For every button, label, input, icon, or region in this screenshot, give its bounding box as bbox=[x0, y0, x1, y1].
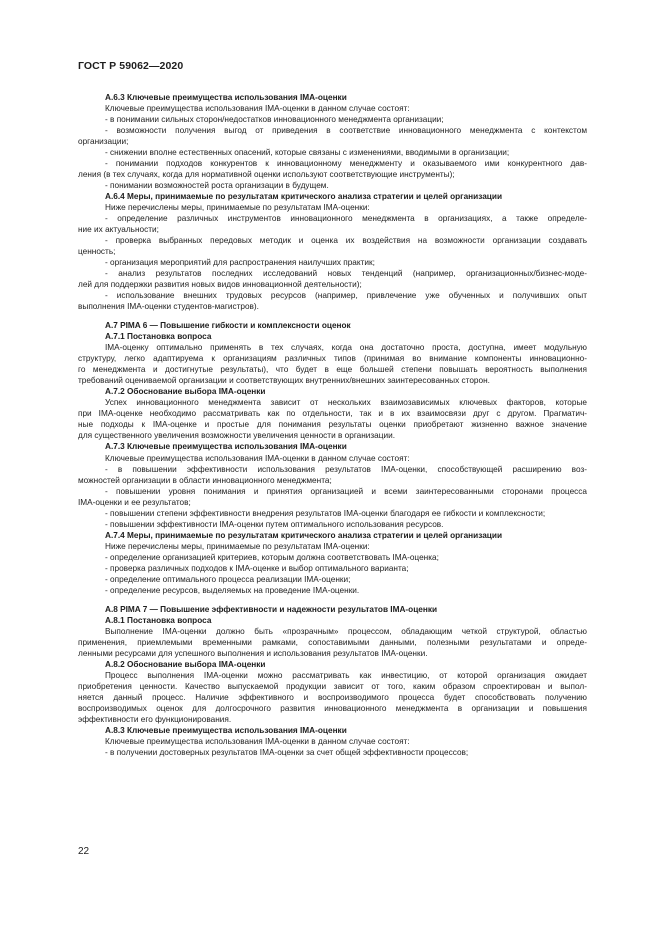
paragraph-line: Ниже перечислены меры, принимаемые по результатам IMA-оценки: bbox=[105, 541, 370, 551]
subsection-heading: A.8.2 Обоснование выбора IMA-оценки bbox=[105, 659, 266, 669]
paragraph-line: Ключевые преимущества использования IMA-оценки в данном случае состоят: bbox=[105, 453, 410, 463]
document-body bbox=[78, 92, 587, 758]
list-item-continuation: организации; bbox=[78, 137, 129, 147]
paragraph-line: Ключевые преимущества использования IMA-оценки в данном случае состоят: bbox=[105, 104, 410, 114]
list-item: - снижении вполне естественных опасений, которые связаны с изменениями, вводимыми в организации; bbox=[105, 148, 510, 158]
paragraph-line: структуру, легко адаптируема к организациям различных типов (принимая во внимание компоненты инновационно- bbox=[78, 354, 587, 364]
section-heading: A.7 PIMA 6 — Повышение гибкости и комплексности оценок bbox=[105, 321, 351, 331]
list-item: - определение оптимального процесса реализации IMA-оценки; bbox=[105, 574, 351, 584]
list-item: - понимании подходов конкурентов к инновационному менеджменту и оказываемого ими конкурентного дав- bbox=[105, 159, 587, 169]
paragraph-line: эффективности его функционирования. bbox=[78, 714, 232, 724]
document-header: ГОСТ Р 59062—2020 bbox=[78, 60, 184, 72]
list-item: - определение организацией критериев, которым должна соответствовать IMA-оценка; bbox=[105, 552, 439, 562]
list-item-continuation: лей для поддержки развития новых видов инновационной деятельности); bbox=[78, 280, 362, 290]
list-item: - в повышении эффективности использования результатов IMA-оценки, способствующей расширению воз- bbox=[105, 464, 587, 474]
subsection-heading: A.8.1 Постановка вопроса bbox=[105, 615, 212, 625]
subsection-heading: A.7.4 Меры, принимаемые по результатам критического анализа стратегии и целей организации bbox=[105, 530, 503, 540]
list-item: - повышении уровня понимания и принятия организацией и всеми заинтересованными сторонами процесса bbox=[105, 486, 587, 496]
paragraph-line: Ключевые преимущества использования IMA-оценки в данном случае состоят: bbox=[105, 736, 410, 746]
list-item-continuation: IMA-оценки и ее результатов; bbox=[78, 497, 191, 507]
subsection-heading: A.7.2 Обоснование выбора IMA-оценки bbox=[105, 387, 266, 397]
section-heading: A.8 PIMA 7 — Повышение эффективности и надежности результатов IMA-оценки bbox=[105, 604, 438, 614]
list-item: - повышении эффективности IMA-оценки путем оптимального использования ресурсов. bbox=[105, 519, 444, 529]
subsection-heading: A.7.1 Постановка вопроса bbox=[105, 332, 212, 342]
subsection-heading: A.6.3 Ключевые преимущества использования IMA-оценки bbox=[105, 93, 347, 102]
paragraph-line: няется данный процесс. Наличие эффективного и воспроизводимого процесса будет способствовать получению bbox=[78, 692, 587, 702]
list-item: - в понимании сильных сторон/недостатков инновационного менеджмента организации; bbox=[105, 115, 444, 125]
list-item: - использование внешних трудовых ресурсов (например, привлечение уже обученных и получивших опыт bbox=[105, 291, 587, 301]
paragraph-line: при IMA-оценке необходимо рассматривать как по отдельности, так и в их взаимосвязи друг с другом. Прагматич- bbox=[78, 409, 587, 419]
list-item: - понимании возможностей роста организации в будущем. bbox=[105, 181, 329, 191]
list-item: - анализ результатов последних исследований новых тенденций (например, организационных/бизнес-моде- bbox=[105, 269, 587, 279]
list-item: - определение ресурсов, выделяемых на проведение IMA-оценки. bbox=[105, 585, 360, 595]
list-item: - возможности получения выгод от приведения в соответствие инновационного менеджмента с контекстом bbox=[105, 126, 587, 136]
paragraph-line: го менеджмента и достигнутые результаты), что будет в еще большей степени повышать вероятность выполнения bbox=[78, 365, 587, 375]
subsection-heading: A.8.3 Ключевые преимущества использования IMA-оценки bbox=[105, 725, 347, 735]
paragraph-line: IMA-оценку оптимально применять в тех случаях, когда она достаточно проста, доступна, имеет модульную bbox=[105, 343, 587, 353]
list-item-continuation: ние их актуальности; bbox=[78, 225, 159, 235]
paragraph-line: Успех инновационного менеджмента зависит от нескольких взаимозависимых ключевых факторов, которые bbox=[105, 398, 587, 408]
list-item-continuation: можностей организации в области инновационного менеджмента; bbox=[78, 475, 332, 485]
list-item-continuation: выполнения IMA-оценки студентов-магистров). bbox=[78, 302, 259, 312]
list-item-continuation: ценность; bbox=[78, 247, 116, 257]
paragraph-line: Ниже перечислены меры, принимаемые по результатам IMA-оценки: bbox=[105, 203, 370, 213]
paragraph-line: требований оцениваемой организации и соответствующих внутренних/внешних заинтересованных сторон. bbox=[78, 376, 490, 386]
subsection-heading: A.6.4 Меры, принимаемые по результатам критического анализа стратегии и целей организации bbox=[105, 192, 503, 202]
list-item: - проверка выбранных передовых методик и оценка их воздействия на возможности организации создавать bbox=[105, 236, 587, 246]
list-item: - в получении достоверных результатов IMA-оценки за счет общей эффективности процессов; bbox=[105, 747, 469, 757]
paragraph-line: воспроизводимых оценок для долгосрочного развития инновационного менеджмента в организации и повышения bbox=[78, 703, 587, 713]
paragraph-line: Процесс выполнения IMA-оценки можно рассматривать как инвестицию, от которой организация ожидает bbox=[105, 670, 587, 680]
paragraph-line: ленными ресурсами для успешного выполнения и использования результатов IMA-оценки. bbox=[78, 648, 428, 658]
page-number: 22 bbox=[78, 846, 90, 857]
list-item: - проверка различных подходов к IMA-оценке и выбор оптимального варианта; bbox=[105, 563, 409, 573]
paragraph-line: приобретения ценности. Качество выпускаемой продукции зависит от того, каким образом спроектирован и выпол- bbox=[78, 681, 587, 691]
subsection-heading: A.7.3 Ключевые преимущества использования IMA-оценки bbox=[105, 442, 347, 452]
list-item: - повышении степени эффективности внедрения результатов IMA-оценки благодаря ее гибкости и комплексности; bbox=[105, 508, 546, 518]
list-item: - определение различных инструментов инновационного менеджмента в организациях, а также определе- bbox=[105, 214, 587, 224]
paragraph-line: применения, приемлемыми временными рамками, сопоставимыми данными, полезными результатами и опреде- bbox=[78, 637, 587, 647]
list-item: - организация мероприятий для распространения наилучших практик; bbox=[105, 258, 375, 268]
paragraph-line: для существенного увеличения возможности увеличения ценности в организации. bbox=[78, 431, 396, 441]
list-item-continuation: ления (в тех случаях, когда для нормативной оценки используют соответствующие инструменты); bbox=[78, 170, 455, 180]
paragraph-line: ные подходы к IMA-оценке и простые для понимания результаты оценки приобретают жизненно важное значение bbox=[78, 420, 587, 430]
paragraph-line: Выполнение IMA-оценки должно быть «прозрачным» процессом, обладающим четкой структурой, областью bbox=[105, 626, 587, 636]
